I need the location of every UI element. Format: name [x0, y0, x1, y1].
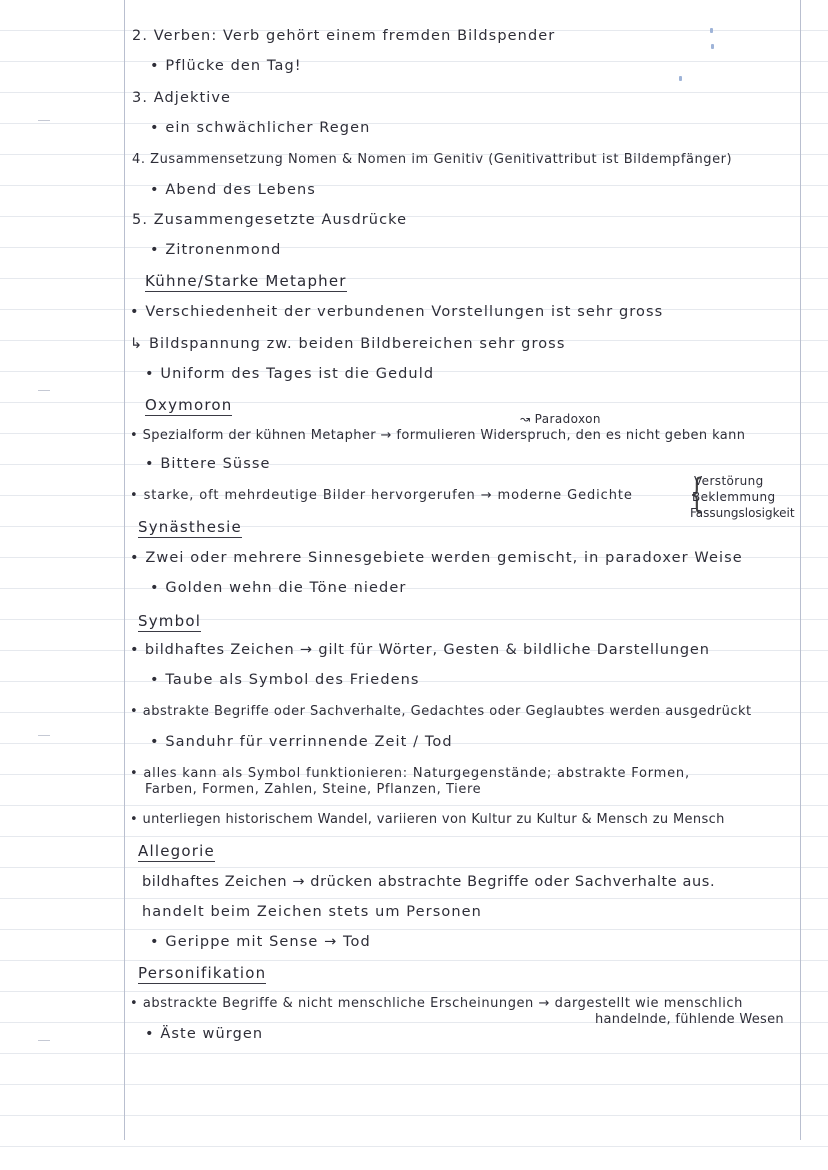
punch-mark — [38, 120, 50, 121]
note-line: • starke, oft mehrdeutige Bilder hervorgerufen → moderne Gedichte — [130, 488, 633, 503]
note-line: • Zwei oder mehrere Sinnesgebiete werden gemischt, in paradoxer Weise — [130, 550, 743, 566]
note-line: handelt beim Zeichen stets um Personen — [142, 904, 482, 920]
note-line: Farben, Formen, Zahlen, Steine, Pflanzen, Tiere — [145, 782, 482, 797]
punch-mark — [38, 1040, 50, 1041]
heading-symbol: Symbol — [138, 612, 202, 630]
note-line: 5. Zusammengesetzte Ausdrücke — [132, 212, 408, 228]
heading-synaesthesie: Synästhesie — [138, 518, 242, 536]
note-line: • bildhaftes Zeichen → gilt für Wörter, Gesten & bildliche Darstellungen — [130, 642, 710, 658]
ink-dot — [711, 44, 714, 49]
note-line: • Golden wehn die Töne nieder — [150, 580, 407, 596]
heading-personifikation: Personifikation — [138, 964, 267, 982]
note-line: • Äste würgen — [145, 1026, 264, 1042]
note-line: ↳ Bildspannung zw. beiden Bildbereichen sehr gross — [130, 336, 566, 352]
note-line: • ein schwächlicher Regen — [150, 120, 371, 136]
annotation-paradoxon: ↝ Paradoxon — [520, 412, 601, 426]
heading-oxymoron: Oxymoron — [145, 396, 233, 414]
punch-mark — [38, 390, 50, 391]
note-line: 4. Zusammensetzung Nomen & Nomen im Genitiv (Genitivattribut ist Bildempfänger) — [132, 152, 733, 167]
punch-mark — [38, 735, 50, 736]
note-line: • Abend des Lebens — [150, 182, 316, 198]
note-line: • Sanduhr für verrinnende Zeit / Tod — [150, 734, 453, 750]
note-line: • Spezialform der kühnen Metapher → formulieren Widerspruch, den es nicht geben kann — [130, 428, 746, 443]
brace-item: Fassungslosigkeit — [690, 506, 795, 520]
note-line: • Pflücke den Tag! — [150, 58, 302, 74]
note-line: • abstrakte Begriffe oder Sachverhalte, Gedachtes oder Geglaubtes werden ausgedrückt — [130, 704, 752, 719]
curly-brace: { — [689, 471, 705, 517]
note-line: • alles kann als Symbol funktionieren: Naturgegenstände; abstrakte Formen, — [130, 766, 690, 781]
note-line: • Taube als Symbol des Friedens — [150, 672, 420, 688]
heading-allegorie: Allegorie — [138, 842, 215, 860]
ink-dot — [679, 76, 682, 81]
ink-dot — [710, 28, 713, 33]
right-margin-line — [800, 0, 801, 1140]
note-line: 3. Adjektive — [132, 90, 232, 106]
note-line: • Uniform des Tages ist die Geduld — [145, 366, 435, 382]
brace-item: Verstörung — [694, 474, 764, 488]
note-line: • Bittere Süsse — [145, 456, 271, 472]
note-line: bildhaftes Zeichen → drücken abstrachte Begriffe oder Sachverhalte aus. — [142, 874, 716, 890]
note-line: • abstrackte Begriffe & nicht menschliche Erscheinungen → dargestellt wie menschlich — [130, 996, 743, 1011]
note-line: handelnde, fühlende Wesen — [595, 1012, 784, 1027]
note-line: • Zitronenmond — [150, 242, 282, 258]
heading-kuehne-metapher: Kühne/Starke Metapher — [145, 272, 347, 290]
brace-item: Beklemmung — [692, 490, 776, 504]
left-margin-line — [124, 0, 125, 1140]
note-line: • Gerippe mit Sense → Tod — [150, 934, 371, 950]
note-line: • Verschiedenheit der verbundenen Vorstellungen ist sehr gross — [130, 304, 664, 320]
note-line: 2. Verben: Verb gehört einem fremden Bildspender — [132, 28, 556, 44]
note-line: • unterliegen historischem Wandel, variieren von Kultur zu Kultur & Mensch zu Mensch — [130, 812, 725, 827]
